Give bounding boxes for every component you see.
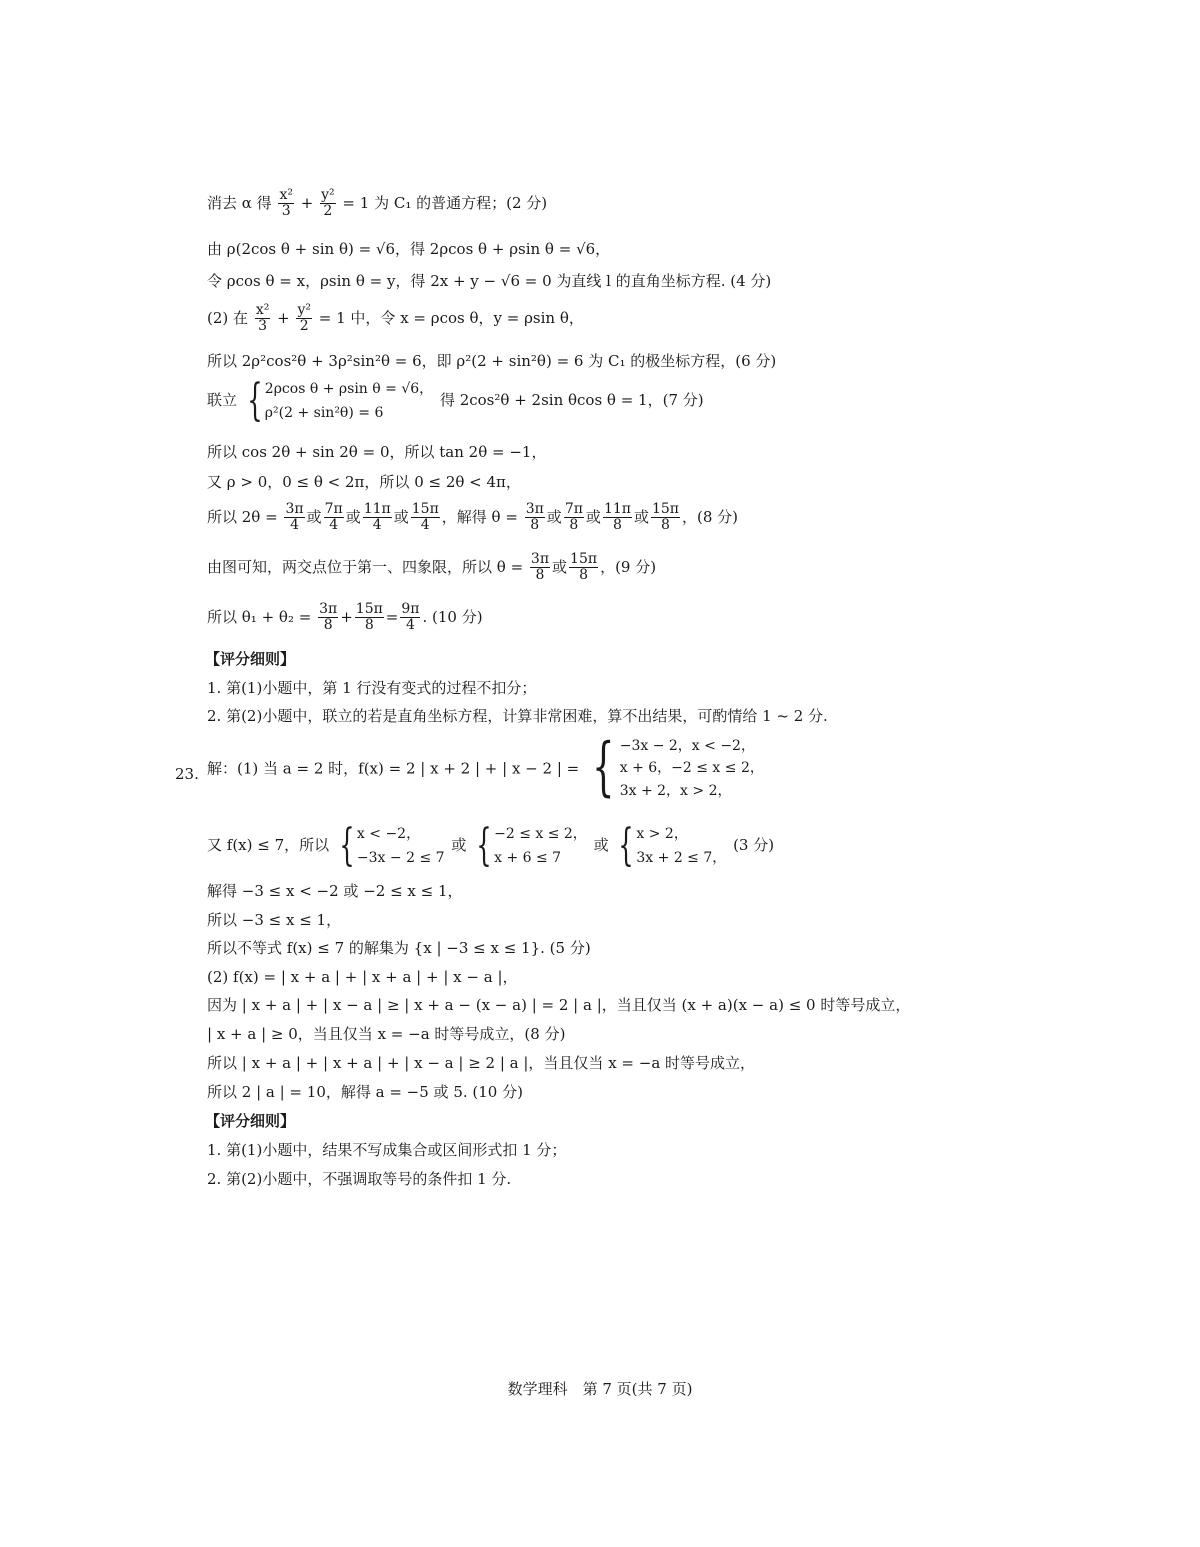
- equation-system: { −2 ≤ x ≤ 2， x + 6 ≤ 7: [476, 820, 587, 871]
- line-part2-substitute: (2) 在 $\frac{\text{x²}}{3}$ + $\frac{\text{y²}}{2}$ = 1 中，令 x = ρcos θ，y = ρsin θ，: [207, 302, 584, 335]
- solution-line: (2) f(x) = | x + a | + | x + a | + | x − a |，: [207, 968, 518, 986]
- line-piecewise-f: 解：(1) 当 a = 2 时，f(x) = 2 | x + 2 | + | x − 2 | = { −3x − 2，x < −2， x + 6，−2 ≤ x ≤ 2， 3x + 2，x > 2，: [207, 730, 764, 804]
- section-heading-scoring: 【评分细则】: [205, 1112, 296, 1130]
- fraction: $\frac{3\pi}{8}$: [319, 601, 338, 634]
- solution-line: 所以 | x + a | + | x + a | + | x − a | ≥ 2 | a |，当且仅当 x = −a 时等号成立，: [207, 1054, 756, 1072]
- fraction: $\frac{\text{y²}}{2}$: [321, 187, 335, 220]
- fraction: $\frac{\text{x²}}{3}$: [279, 187, 293, 220]
- line-simultaneous: 联立 { 2ρcos θ + ρsin θ = √6， ρ²(2 + sin²θ) = 6 得 2cos²θ + 2sin θcos θ = 1，(7 分): [207, 375, 704, 426]
- fraction: $\frac{15\pi}{8}$: [651, 501, 679, 534]
- line-range: 又 ρ > 0，0 ≤ θ < 2π，所以 0 ≤ 2θ < 4π，: [207, 473, 521, 491]
- equation-system: { x < −2， −3x − 2 ≤ 7: [339, 820, 445, 871]
- fraction: $\frac{7\pi}{8}$: [564, 501, 583, 534]
- scoring-rule: 1. 第(1)小题中，第 1 行没有变式的过程不扣分；: [207, 679, 537, 697]
- scoring-rule: 2. 第(2)小题中，不强调取等号的条件扣 1 分.: [207, 1170, 512, 1188]
- section-heading-scoring: 【评分细则】: [205, 650, 296, 668]
- solution-line: | x + a | ≥ 0，当且仅当 x = −a 时等号成立，(8 分): [207, 1025, 566, 1043]
- fraction: $\frac{15\pi}{4}$: [411, 501, 439, 534]
- fraction: $\frac{3\pi}{4}$: [285, 501, 304, 534]
- page-footer: 数学理科 第 7 页(共 7 页): [507, 1380, 693, 1398]
- fraction: $\frac{9\pi}{4}$: [401, 601, 420, 634]
- scoring-rule: 2. 第(2)小题中，联立的若是直角坐标方程，计算非常困难，算不出结果，可酌情给 1 ~ 2 分.: [207, 707, 828, 725]
- solution-line: 所以 −3 ≤ x ≤ 1，: [207, 911, 342, 929]
- solution-line: 所以 2 | a | = 10，解得 a = −5 或 5. (10 分): [207, 1083, 523, 1101]
- fraction: $\frac{15\pi}{8}$: [355, 601, 383, 634]
- line-rho-equation: 由 ρ(2cos θ + sin θ) = √6，得 2ρcos θ + ρsin θ = √6，: [207, 240, 611, 258]
- fraction: $\frac{11\pi}{8}$: [603, 501, 631, 534]
- fraction: $\frac{\text{y²}}{2}$: [297, 302, 311, 335]
- piecewise-system: { −3x − 2，x < −2， x + 6，−2 ≤ x ≤ 2， 3x + 2，x > 2，: [592, 730, 764, 804]
- line-case-systems: 又 f(x) ≤ 7，所以 { x < −2， −3x − 2 ≤ 7 或 { −2 ≤ x ≤ 2， x + 6 ≤ 7 或 { x > 2， 3x + 2 ≤ 7， (3 分): [207, 820, 775, 871]
- fraction: $\frac{\text{x²}}{3}$: [255, 302, 270, 335]
- line-theta-sum: 所以 θ₁ + θ₂ = $\frac{3\pi}{8}$ + $\frac{15\pi}{8}$ = $\frac{9\pi}{4}$ . (10 分): [207, 601, 483, 634]
- line-theta-solutions: 所以 2θ = $\frac{3\pi}{4}$ 或 $\frac{7\pi}{4}$ 或 $\frac{11\pi}{4}$ 或 $\frac{15\pi}{4}$ ，解得 θ = $\frac{3\pi}{8}$ 或 $\frac{7\pi}{8}$ 或 $\frac{11\pi}{8}$ 或 $\frac{15\pi}{8}$ ，(8 分): [207, 501, 739, 534]
- solution-line: 解得 −3 ≤ x < −2 或 −2 ≤ x ≤ 1，: [207, 882, 463, 900]
- fraction: $\frac{3\pi}{8}$: [525, 501, 544, 534]
- fraction: $\frac{7\pi}{4}$: [324, 501, 343, 534]
- scoring-rule: 1. 第(1)小题中，结果不写成集合或区间形式扣 1 分；: [207, 1141, 567, 1159]
- line-eliminate-alpha: 消去 α 得 $\frac{\text{x²}}{3}$ + $\frac{\text{y²}}{2}$ = 1 为 C₁ 的普通方程；(2 分): [207, 187, 548, 220]
- solution-line: 因为 | x + a | + | x − a | ≥ | x + a − (x − a) | = 2 | a |，当且仅当 (x + a)(x − a) ≤ 0 时等号成立，: [207, 996, 911, 1014]
- line-tan-2theta: 所以 cos 2θ + sin 2θ = 0，所以 tan 2θ = −1，: [207, 443, 547, 461]
- equation-system: { x > 2， 3x + 2 ≤ 7，: [618, 820, 727, 871]
- line-polar-equation: 所以 2ρ²cos²θ + 3ρ²sin²θ = 6，即 ρ²(2 + sin²θ) = 6 为 C₁ 的极坐标方程，(6 分): [207, 352, 777, 370]
- fraction: $\frac{3\pi}{8}$: [530, 551, 550, 584]
- question-number: 23.: [175, 765, 199, 783]
- equation-system: { 2ρcos θ + ρsin θ = √6， ρ²(2 + sin²θ) = 6: [247, 375, 434, 426]
- fraction: $\frac{11\pi}{4}$: [363, 501, 391, 534]
- line-quadrants: 由图可知，两交点位于第一、四象限，所以 θ = $\frac{3\pi}{8}$ 或 $\frac{15\pi}{8}$ ，(9 分): [207, 551, 657, 584]
- fraction: $\frac{15\pi}{8}$: [570, 551, 598, 584]
- solution-line: 所以不等式 f(x) ≤ 7 的解集为 {x | −3 ≤ x ≤ 1}. (5 分): [207, 939, 591, 957]
- line-line-l-cartesian: 令 ρcos θ = x，ρsin θ = y，得 2x + y − √6 = 0 为直线 l 的直角坐标方程. (4 分): [207, 272, 772, 290]
